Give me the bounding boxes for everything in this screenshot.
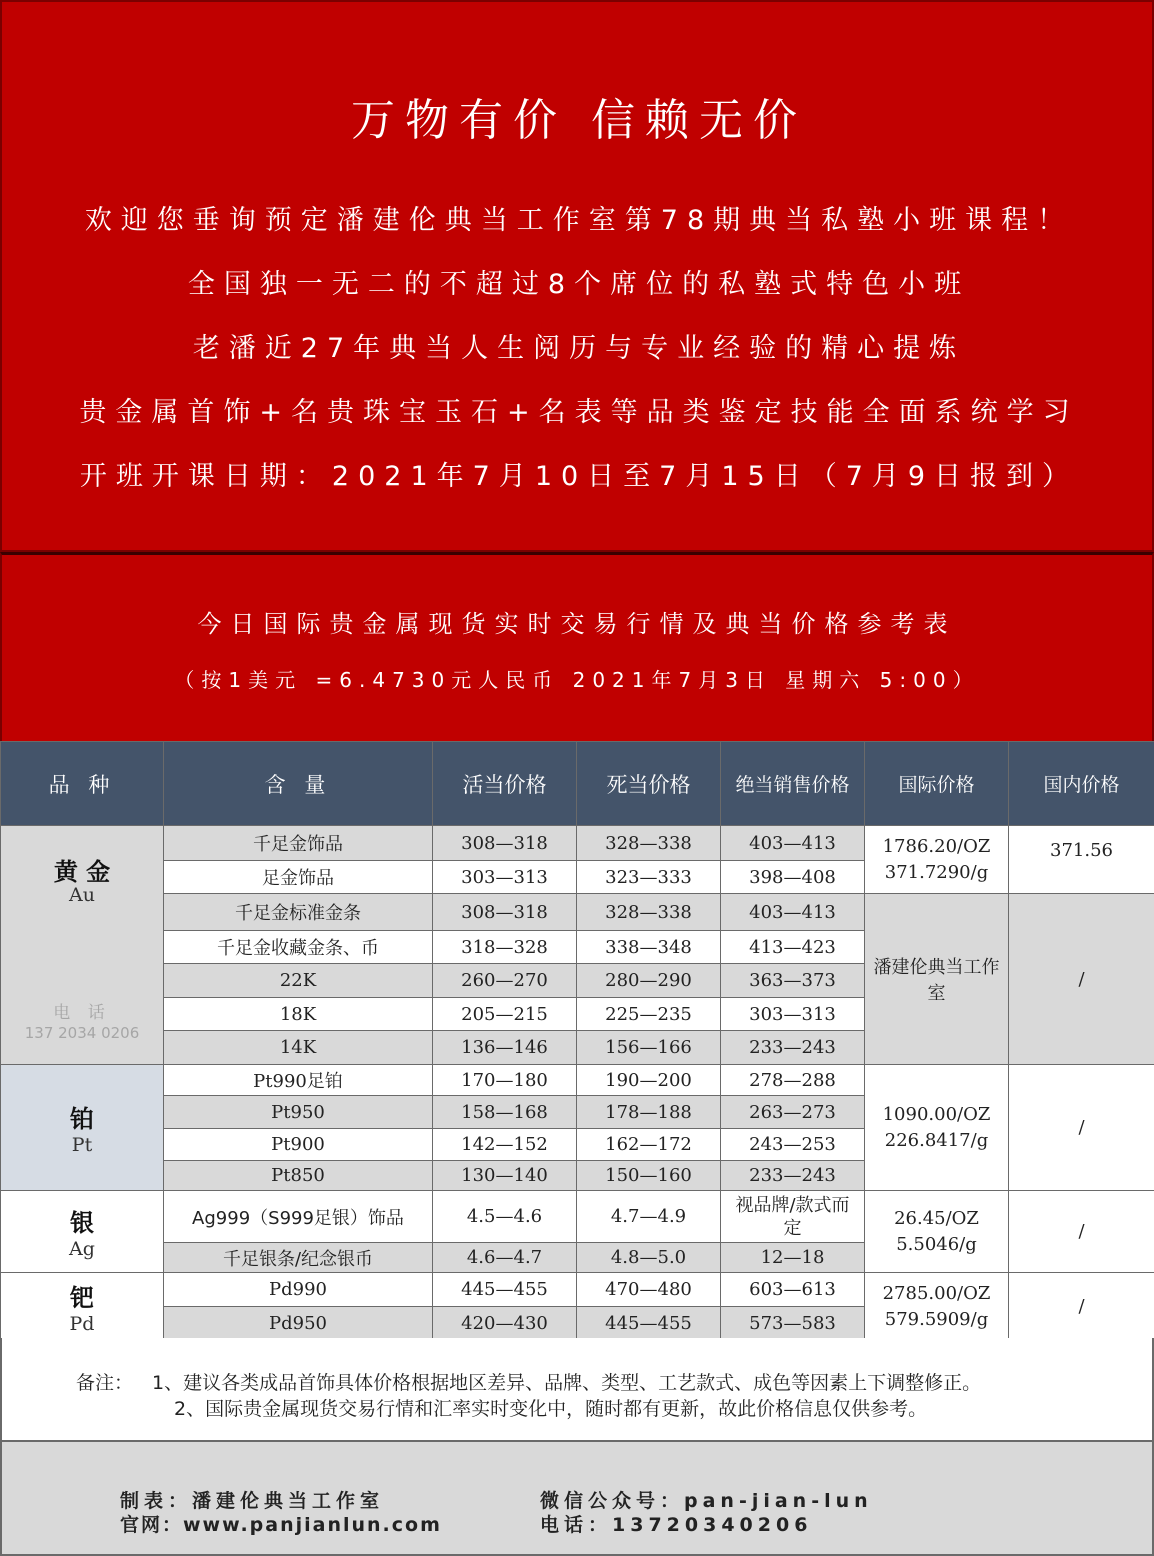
notes-section [0, 1338, 1154, 1440]
table-row [1, 826, 1154, 861]
cell-live: 170—180 [433, 1065, 577, 1096]
category-platinum [1, 1065, 164, 1191]
cell-content: 千足金饰品 [164, 826, 433, 861]
domestic-price-silver: / [1009, 1191, 1154, 1273]
table-row [1, 1191, 1154, 1243]
phone-number: 137 2034 0206 [24, 1024, 140, 1042]
category-symbol: Au [69, 884, 95, 906]
cell-dead: 328—338 [577, 894, 721, 931]
note-line-2: 2、国际贵金属现货交易行情和汇率实时变化中，随时都有更新，故此价格信息仅供参考。 [174, 1398, 928, 1420]
cell-dead: 328—338 [577, 826, 721, 861]
intl-gram: 5.5046/g [896, 1233, 977, 1255]
header-variety: 品 种 [1, 742, 164, 826]
cell-dead: 225—235 [577, 998, 721, 1031]
cell-live: 318—328 [433, 931, 577, 964]
intl-oz: 1786.20/OZ [882, 835, 991, 857]
cell-sale: 263—273 [721, 1096, 865, 1129]
cell-dead: 156—166 [577, 1031, 721, 1065]
intl-price-gold [865, 826, 1009, 894]
promo-line-4: 贵金属首饰+名贵珠宝玉石+名表等品类鉴定技能全面系统学习 [79, 397, 1079, 428]
header-live-price: 活当价格 [433, 742, 577, 826]
cell-content: Pt950 [164, 1096, 433, 1129]
table-header-row [1, 742, 1154, 826]
header-intl-price: 国际价格 [865, 742, 1009, 826]
category-gold [1, 826, 164, 1065]
category-symbol: Pt [71, 1134, 93, 1156]
intl-price-silver [865, 1191, 1009, 1273]
promo-line-5: 开班开课日期：2021年7月10日至7月15日（7月9日报到） [79, 461, 1079, 492]
cell-content: 千足银条/纪念银币 [164, 1243, 433, 1273]
cell-dead: 178—188 [577, 1096, 721, 1129]
footer-phone: 电话：13720340206 [540, 1514, 813, 1536]
cell-sale: 403—413 [721, 826, 865, 861]
cell-sale: 603—613 [721, 1273, 865, 1307]
cell-content: 千足金收藏金条、币 [164, 931, 433, 964]
promo-line-2: 全国独一无二的不超过8个席位的私塾式特色小班 [187, 269, 971, 300]
cell-dead: 445—455 [577, 1307, 721, 1341]
headline: 万物有价 信赖无价 [351, 95, 807, 146]
cell-content: Pd950 [164, 1307, 433, 1341]
cell-dead: 4.8—5.0 [577, 1243, 721, 1273]
cell-dead: 280—290 [577, 964, 721, 998]
footer-wechat: 微信公众号：pan-jian-lun [540, 1490, 873, 1512]
cell-sale: 233—243 [721, 1161, 865, 1191]
cell-dead: 323—333 [577, 861, 721, 894]
promo-line-1: 欢迎您垂询预定潘建伦典当工作室第78期典当私塾小班课程！ [84, 205, 1074, 236]
cell-sale: 视品牌/款式而定 [721, 1191, 865, 1243]
header-content: 含 量 [164, 742, 433, 826]
cell-sale: 243—253 [721, 1129, 865, 1161]
cell-dead: 150—160 [577, 1161, 721, 1191]
intl-gram: 579.5909/g [884, 1308, 989, 1330]
cell-dead: 470—480 [577, 1273, 721, 1307]
header-domestic-price: 国内价格 [1009, 742, 1154, 826]
cell-dead: 4.7—4.9 [577, 1191, 721, 1243]
price-table [0, 741, 1154, 1341]
footer-maker: 制表：潘建伦典当工作室 [120, 1490, 385, 1512]
cell-content: 18K [164, 998, 433, 1031]
cell-content: 千足金标准金条 [164, 894, 433, 931]
cell-content: Pt900 [164, 1129, 433, 1161]
cell-content: 足金饰品 [164, 861, 433, 894]
footer-website[interactable]: 官网：www.panjianlun.com [120, 1514, 442, 1536]
intl-oz: 1090.00/OZ [882, 1103, 991, 1125]
cell-dead: 162—172 [577, 1129, 721, 1161]
watermark-cell: 潘建伦典当工作室 [865, 894, 1009, 1065]
intl-oz: 26.45/OZ [894, 1207, 979, 1229]
cell-sale: 303—313 [721, 998, 865, 1031]
cell-live: 420—430 [433, 1307, 577, 1341]
cell-live: 260—270 [433, 964, 577, 998]
header-dead-price: 死当价格 [577, 742, 721, 826]
domestic-value: 371.56 [1050, 840, 1113, 861]
cell-sale: 233—243 [721, 1031, 865, 1065]
cell-live: 4.6—4.7 [433, 1243, 577, 1273]
table-row [1, 1065, 1154, 1096]
phone-label: 电 话 [53, 1003, 111, 1023]
category-symbol: Ag [69, 1238, 95, 1260]
exchange-rate-line: （按1美元 =6.4730元人民币 2021年7月3日 星期六 5:00） [174, 668, 980, 692]
category-symbol: Pd [69, 1313, 95, 1335]
intl-price-platinum [865, 1065, 1009, 1191]
cell-live: 303—313 [433, 861, 577, 894]
cell-dead: 338—348 [577, 931, 721, 964]
table-row [1, 1273, 1154, 1307]
cell-content: 14K [164, 1031, 433, 1065]
promo-banner [0, 0, 1154, 552]
cell-live: 445—455 [433, 1273, 577, 1307]
cell-sale: 363—373 [721, 964, 865, 998]
domestic-price-platinum: / [1009, 1065, 1154, 1191]
cell-sale: 403—413 [721, 894, 865, 931]
cell-content: 22K [164, 964, 433, 998]
cell-content: Ag999（S999足银）饰品 [164, 1191, 433, 1243]
cell-live: 158—168 [433, 1096, 577, 1129]
intl-oz: 2785.00/OZ [882, 1282, 991, 1304]
cell-live: 308—318 [433, 894, 577, 931]
category-name: 铂 [70, 1105, 94, 1133]
domestic-price-palladium: / [1009, 1273, 1154, 1341]
cell-dead: 190—200 [577, 1065, 721, 1096]
category-name: 黄 金 [53, 858, 111, 886]
category-palladium [1, 1273, 164, 1341]
category-silver [1, 1191, 164, 1273]
cell-live: 136—146 [433, 1031, 577, 1065]
intl-gram: 226.8417/g [884, 1129, 989, 1151]
cell-live: 130—140 [433, 1161, 577, 1191]
price-table-header-banner [0, 552, 1154, 742]
promo-line-3: 老潘近27年典当人生阅历与专业经验的精心提炼 [192, 333, 966, 364]
cell-sale: 413—423 [721, 931, 865, 964]
cell-live: 308—318 [433, 826, 577, 861]
notes-label: 备注： [76, 1372, 134, 1394]
domestic-price-gold-other: / [1009, 894, 1154, 1065]
table-title: 今日国际贵金属现货实时交易行情及典当价格参考表 [197, 610, 957, 638]
cell-sale: 12—18 [721, 1243, 865, 1273]
cell-sale: 398—408 [721, 861, 865, 894]
cell-content: Pt990足铂 [164, 1065, 433, 1096]
cell-live: 205—215 [433, 998, 577, 1031]
intl-price-palladium [865, 1273, 1009, 1341]
cell-live: 4.5—4.6 [433, 1191, 577, 1243]
footer [0, 1440, 1154, 1556]
cell-sale: 573—583 [721, 1307, 865, 1341]
cell-content: Pt850 [164, 1161, 433, 1191]
cell-live: 142—152 [433, 1129, 577, 1161]
intl-gram: 371.7290/g [884, 861, 989, 883]
cell-sale: 278—288 [721, 1065, 865, 1096]
header-sale-price: 绝当销售价格 [721, 742, 865, 826]
category-name: 钯 [70, 1284, 94, 1312]
cell-content: Pd990 [164, 1273, 433, 1307]
category-name: 银 [70, 1209, 94, 1237]
table-row [1, 894, 1154, 931]
domestic-price-gold [1009, 826, 1154, 894]
note-line-1: 1、建议各类成品首饰具体价格根据地区差异、品牌、类型、工艺款式、成色等因素上下调整修正。 [152, 1372, 982, 1394]
